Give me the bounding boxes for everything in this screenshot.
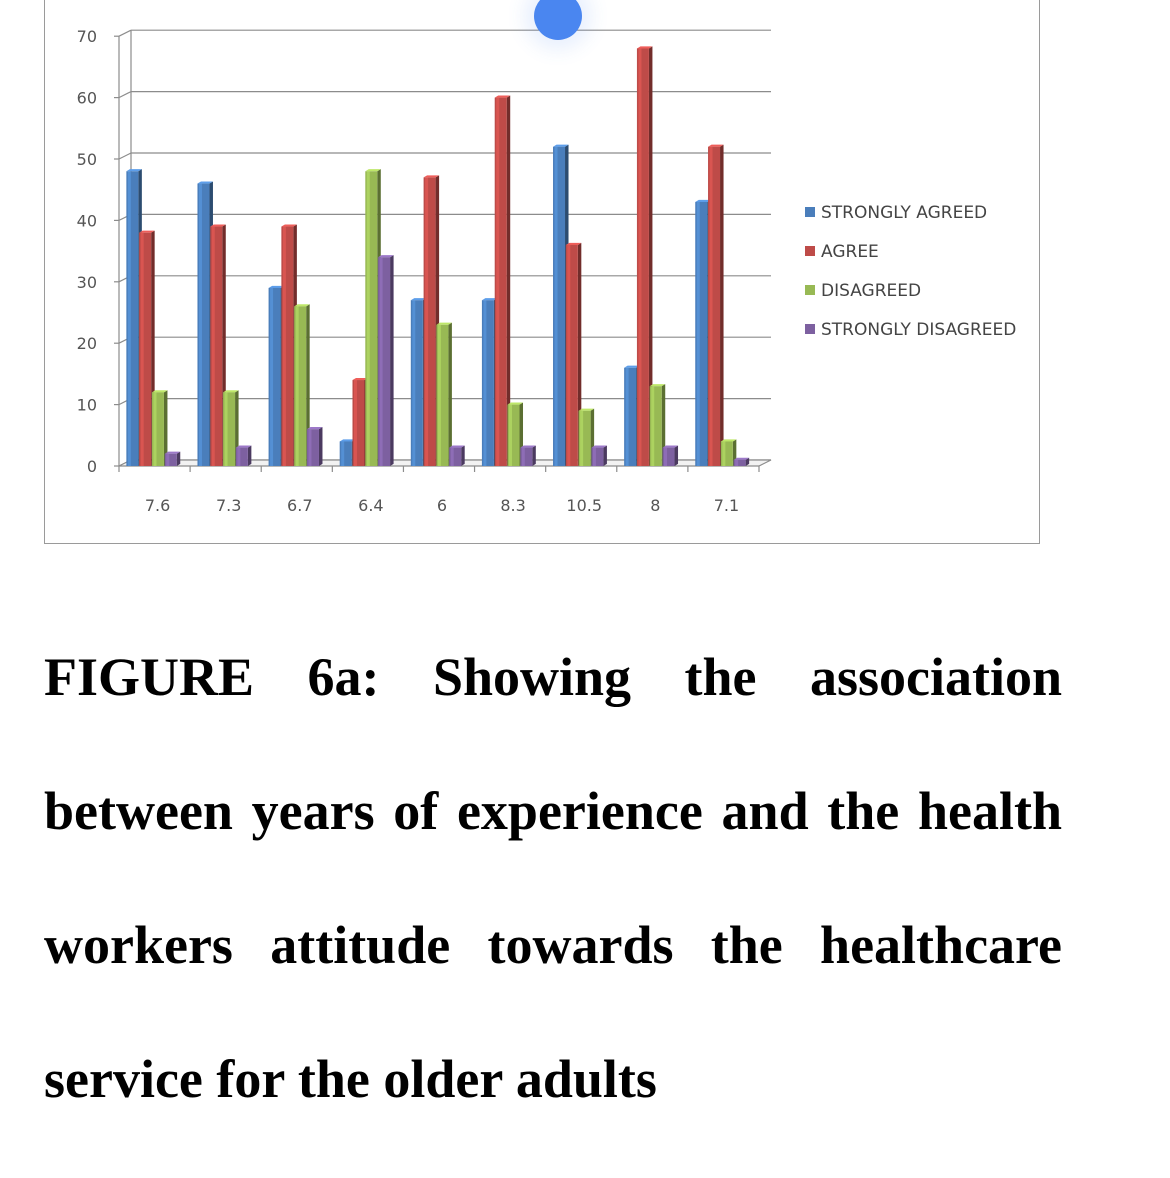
y-tick-label: 0 <box>86 457 97 476</box>
x-tick-label: 6 <box>436 496 448 515</box>
x-tick-label: 7.6 <box>144 496 171 515</box>
bar <box>734 458 750 466</box>
y-tick-label: 40 <box>76 211 97 231</box>
gridline-diagonal <box>119 92 131 98</box>
x-tick-label: 6.7 <box>287 496 313 515</box>
gridline-diagonal <box>119 30 131 36</box>
bar <box>708 145 724 466</box>
legend-swatch <box>805 285 815 295</box>
x-tick-label: 7.3 <box>215 496 242 515</box>
legend-label: STRONGLY DISAGREED <box>821 320 1017 340</box>
chart-frame <box>44 0 1040 544</box>
y-tick-label: 10 <box>76 395 97 415</box>
x-tick-label: 7.1 <box>713 496 740 515</box>
x-tick-label: 10.5 <box>566 496 603 515</box>
bar <box>436 323 452 466</box>
bar <box>449 445 465 466</box>
bar <box>591 445 607 466</box>
bar <box>236 445 252 466</box>
y-tick-label: 70 <box>76 27 97 47</box>
y-tick-label: 30 <box>76 272 97 292</box>
y-tick-label: 50 <box>76 150 97 169</box>
bar <box>378 255 394 466</box>
bar <box>165 452 181 466</box>
legend-swatch <box>805 207 815 217</box>
x-tick-label: 8.3 <box>500 496 526 515</box>
legend-label: AGREE <box>821 242 879 262</box>
legend-swatch <box>805 246 815 256</box>
bar <box>663 445 679 466</box>
legend-swatch <box>805 324 815 334</box>
x-tick-label: 8 <box>650 496 661 515</box>
bar-chart <box>45 0 1041 544</box>
bar <box>520 445 536 466</box>
figure-caption: FIGURE 6a: Showing the association between years of experience and the health workers attitude towards the healthcare service for the older adults <box>44 647 1062 1109</box>
gridline-diagonal <box>119 153 131 159</box>
y-tick-label: 20 <box>76 334 97 354</box>
x-tick-label: 6.4 <box>358 496 384 515</box>
legend-label: STRONGLY AGREED <box>821 203 988 223</box>
bar <box>307 427 323 466</box>
y-tick-label: 60 <box>76 88 97 108</box>
legend-label: DISAGREED <box>821 281 922 301</box>
